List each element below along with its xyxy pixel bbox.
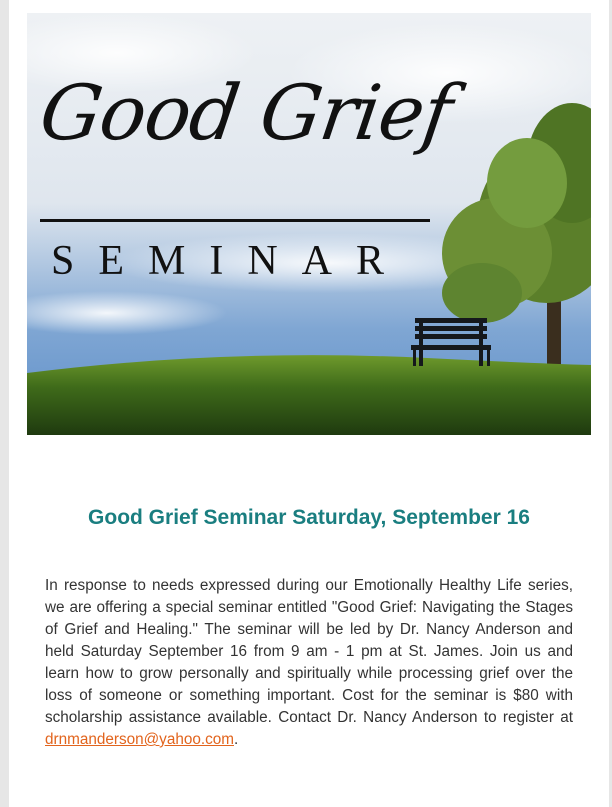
article-headline: Good Grief Seminar Saturday, September 16: [88, 506, 530, 529]
hero-divider: [40, 219, 430, 222]
article-body-text: In response to needs expressed during our Emotionally Healthy Life series, we are offering a special seminar entitled "Good Grief: Navigating the Stages of Grief and Healing." The seminar will be led by Dr. Nancy Anderson and held Saturday September 16 from 9 am - 1 pm at St. James. Join us and learn how to grow personally and spiritually while processing grief over the loss of someone or something important. Cost for the seminar is $80 with scholarship assistance available. Contact Dr. Nancy Anderson to register at: [45, 577, 573, 726]
email-link[interactable]: drnmanderson@yahoo.com: [45, 731, 234, 748]
article-body-end: .: [234, 731, 239, 748]
hero-image: [27, 13, 591, 435]
article-body: [45, 575, 573, 751]
hero-caps-title: SEMINAR: [51, 238, 409, 284]
newsletter-card: [9, 0, 609, 807]
hero-title-overlay: [27, 13, 591, 435]
hero-script-title: Good Grief: [34, 68, 457, 157]
